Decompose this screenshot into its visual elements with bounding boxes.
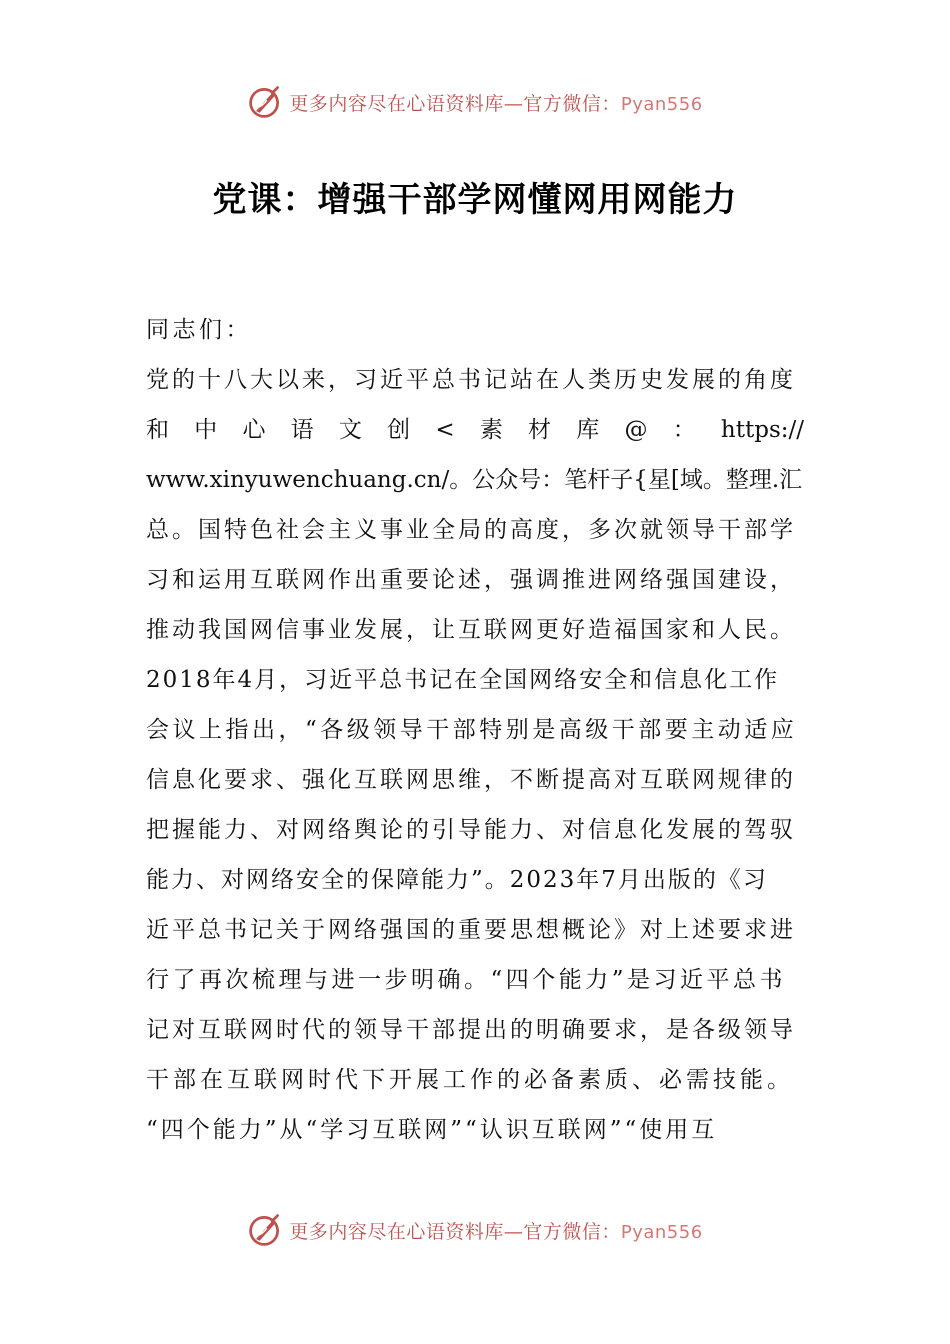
paragraph-line: 同志们： bbox=[146, 317, 252, 343]
pen-logo-icon bbox=[247, 84, 283, 120]
paragraph-line: 和中心语文创<素材库@：https:// bbox=[146, 417, 804, 443]
page-title: 党课：增强干部学网懂网用网能力 bbox=[212, 180, 738, 220]
paragraph-line: 推动我国网信事业发展，让互联网更好造福国家和人民。 bbox=[146, 617, 796, 643]
paragraph-line: 会议上指出，“各级领导干部特别是高级干部要主动适应 bbox=[146, 717, 798, 743]
paragraph-line: 能力、对网络安全的保障能力”。2023年7月出版的《习 bbox=[146, 867, 768, 893]
paragraph-line: 习和运用互联网作出重要论述，强调推进网络强国建设， bbox=[146, 567, 796, 593]
document-body bbox=[146, 305, 804, 1155]
pen-logo-icon bbox=[247, 1212, 283, 1248]
paragraph-line: www.xinyuwenchuang.cn/。公众号：笔杆子{星[域。整理.汇 bbox=[146, 467, 803, 493]
paragraph-line: 记对互联网时代的领导干部提出的明确要求，是各级领导 bbox=[146, 1017, 796, 1043]
footer-banner bbox=[0, 1208, 950, 1252]
paragraph-line: 党的十八大以来，习近平总书记站在人类历史发展的角度 bbox=[146, 367, 796, 393]
header-banner bbox=[0, 80, 950, 124]
paragraph-line: 信息化要求、强化互联网思维，不断提高对互联网规律的 bbox=[146, 767, 796, 793]
paragraph-line: 2018年4月，习近平总书记在全国网络安全和信息化工作 bbox=[146, 667, 780, 693]
paragraph-line: 行了再次梳理与进一步明确。“四个能力”是习近平总书 bbox=[146, 967, 787, 993]
paragraph-line: 近平总书记关于网络强国的重要思想概论》对上述要求进 bbox=[146, 917, 796, 943]
paragraph-line: 干部在互联网时代下开展工作的必备素质、必需技能。 bbox=[146, 1067, 794, 1093]
paragraph-line: “四个能力”从“学习互联网”“认识互联网”“使用互 bbox=[146, 1117, 718, 1143]
paragraph-line: 总。国特色社会主义事业全局的高度，多次就领导干部学 bbox=[146, 517, 796, 543]
paragraph-line: 把握能力、对网络舆论的引导能力、对信息化发展的驾驭 bbox=[146, 817, 796, 843]
banner-text: 更多内容尽在心语资料库—官方微信：Pyan556 bbox=[289, 1220, 703, 1243]
banner-text: 更多内容尽在心语资料库—官方微信：Pyan556 bbox=[289, 92, 703, 115]
